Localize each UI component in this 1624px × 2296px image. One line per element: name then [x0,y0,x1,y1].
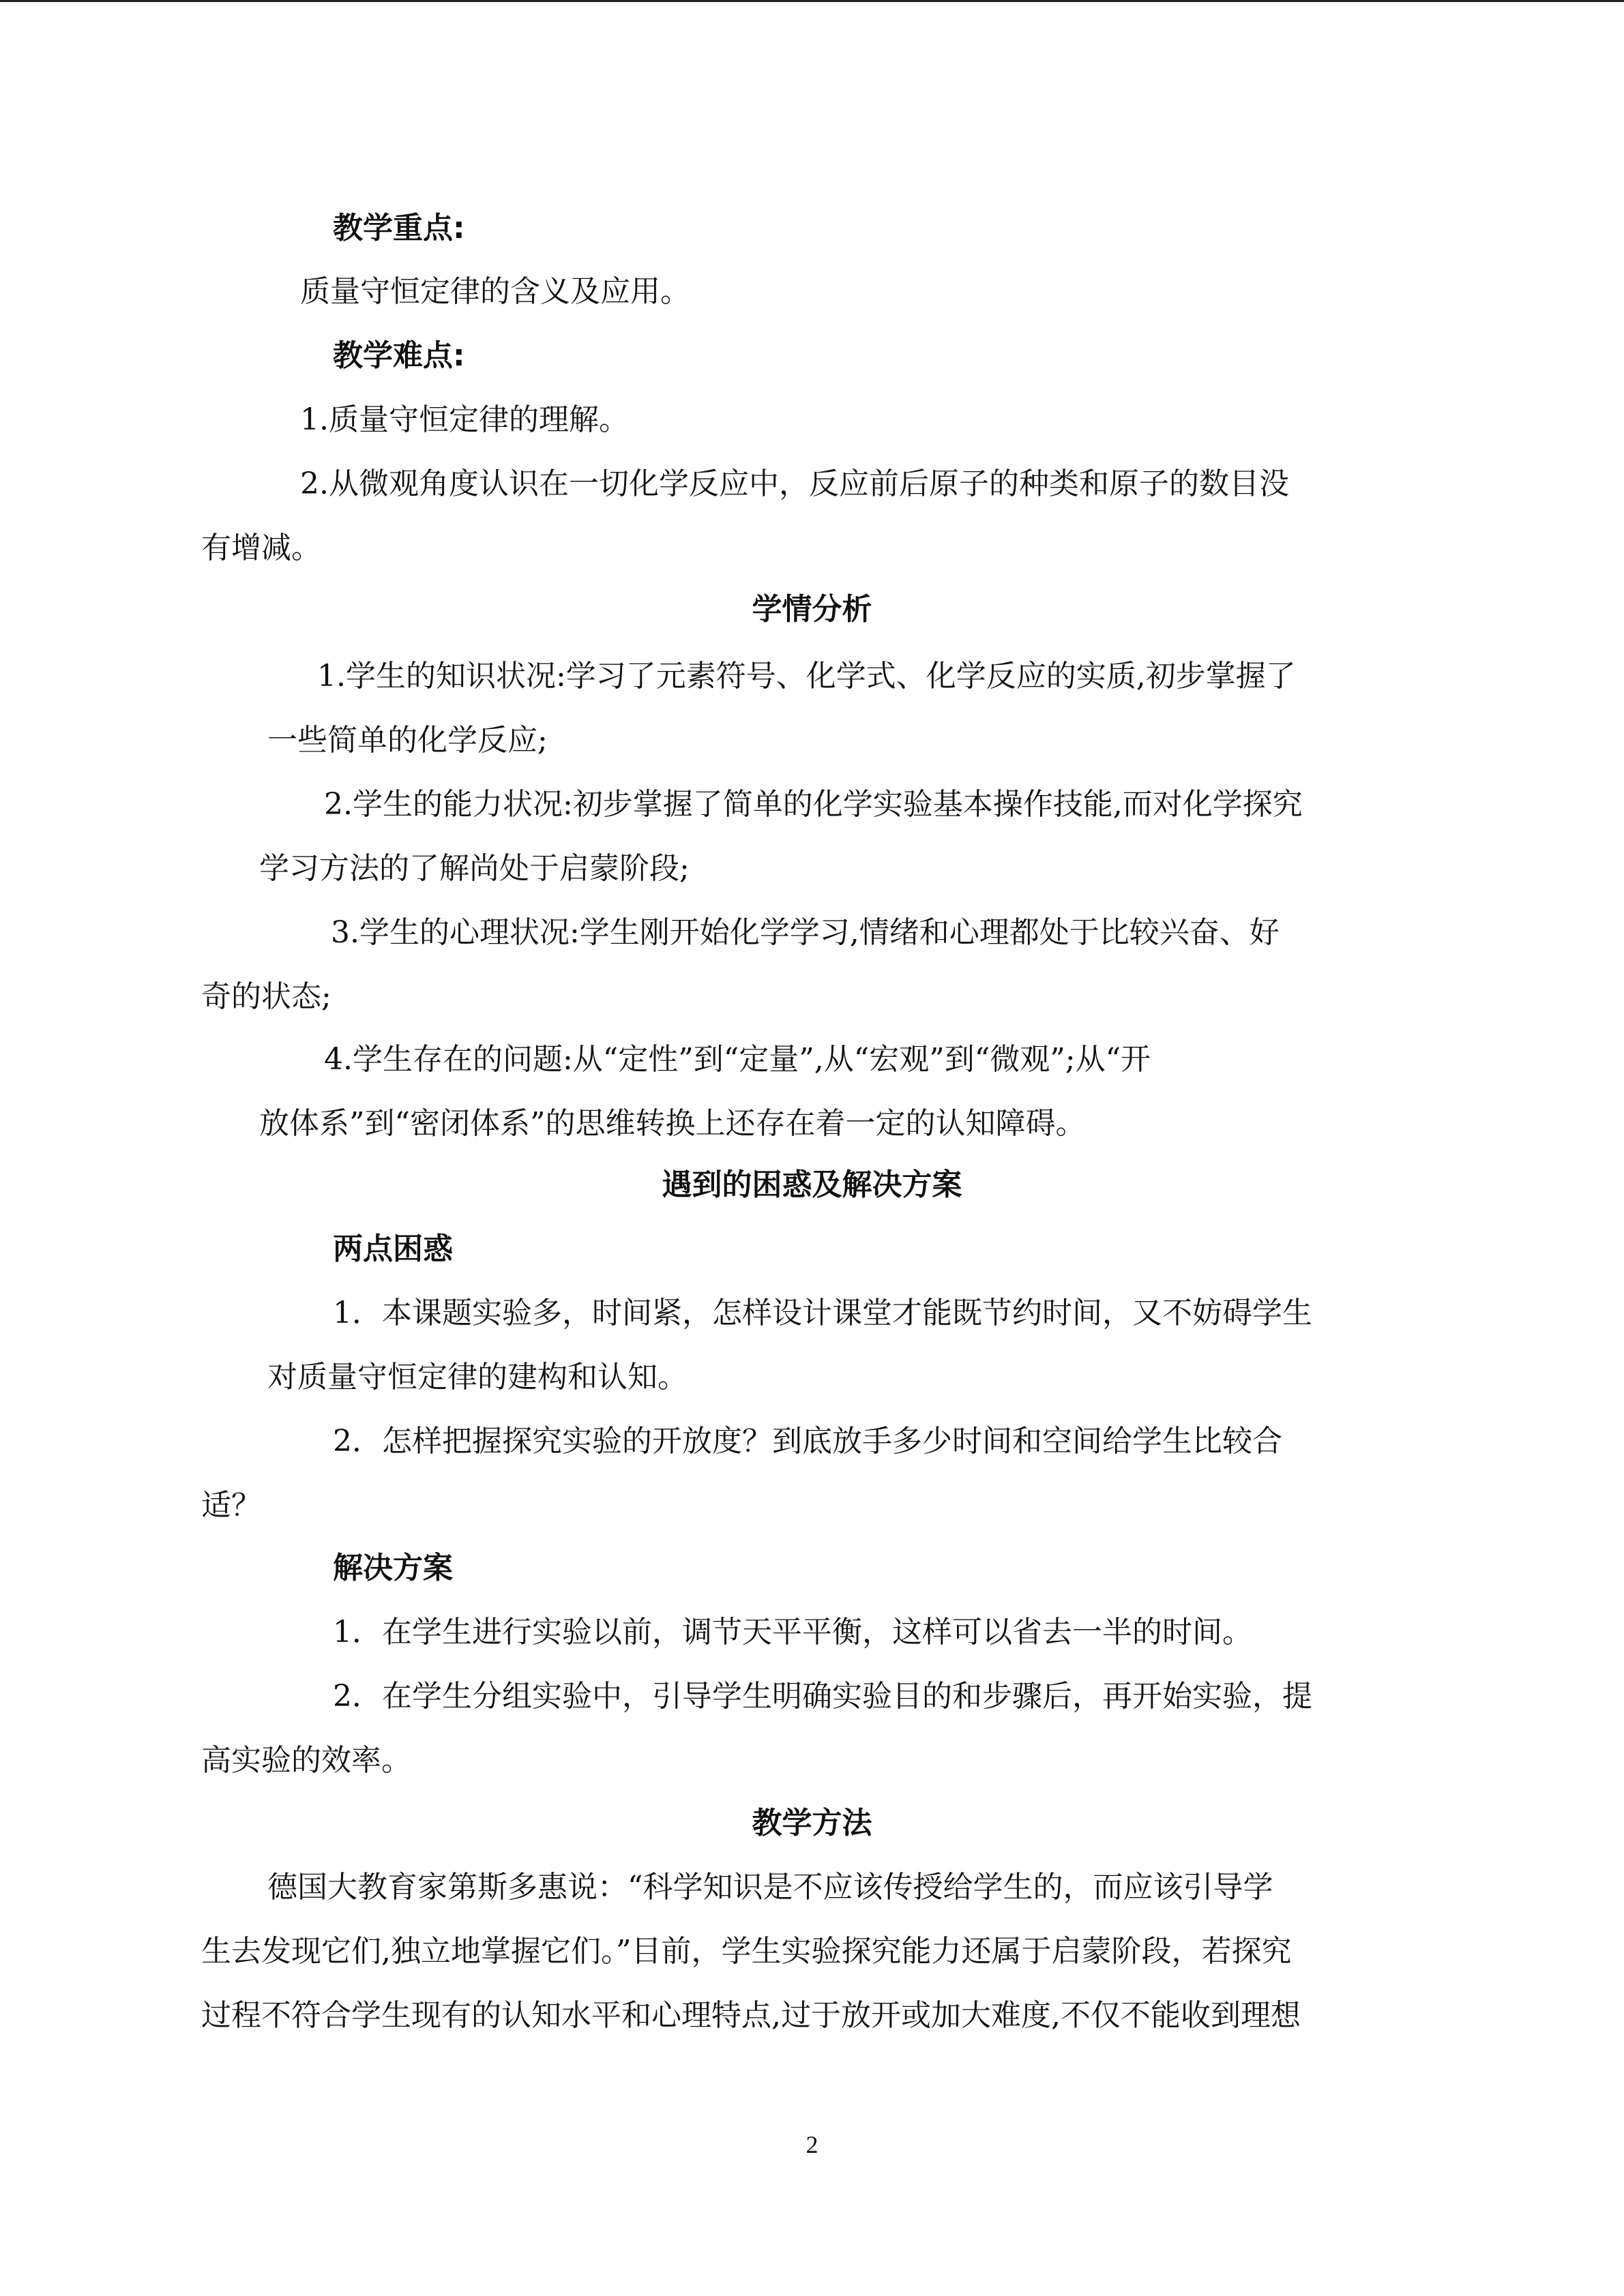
confusion-item-1-line-2: 对质量守恒定律的建构和认知。 [267,1360,688,1395]
solution-item-2-line-1: 2．在学生分组实验中，引导学生明确实验目的和步骤后，再开始实验，提 [333,1679,1312,1714]
analysis-p1-line-1: 1.学生的知识状况:学习了元素符号、化学式、化学反应的实质,初步掌握了 [317,659,1296,694]
solution-item-1: 1．在学生进行实验以前，调节天平平衡，这样可以省去一半的时间。 [333,1615,1252,1650]
analysis-p3-line-1: 3.学生的心理状况:学生刚开始化学学习,情绪和心理都处于比较兴奋、好 [331,915,1280,950]
focus-text: 质量守恒定律的含义及应用。 [300,274,690,309]
difficulty-heading: 教学难点: [333,338,465,373]
analysis-p1-line-2: 一些简单的化学反应; [267,723,548,758]
solution-item-2-line-2: 高实验的效率。 [201,1743,411,1778]
focus-heading: 教学重点: [333,211,465,245]
method-line-3: 过程不符合学生现有的认知水平和心理特点,过于放开或加大难度,不仅不能收到理想 [201,1998,1301,2033]
analysis-title: 学情分析 [752,592,872,627]
confusion-item-2-line-2: 适？ [201,1488,261,1523]
confusion-item-1-line-1: 1．本课题实验多，时间紧，怎样设计课堂才能既节约时间，又不妨碍学生 [333,1296,1312,1330]
confusion-title: 遇到的困惑及解决方案 [662,1167,962,1202]
difficulty-item-2-line-2: 有增减。 [201,531,321,565]
confusion-item-2-line-1: 2．怎样把握探究实验的开放度？到底放手多少时间和空间给学生比较合 [333,1424,1282,1459]
method-title: 教学方法 [752,1806,872,1840]
confusion-subheading: 两点困惑 [333,1232,453,1266]
method-line-1: 德国大教育家第斯多惠说：“科学知识是不应该传授给学生的，而应该引导学 [267,1870,1273,1905]
analysis-p4-line-1: 4.学生存在的问题:从“定性”到“定量”,从“宏观”到“微观”;从“开 [324,1042,1151,1077]
difficulty-item-1: 1.质量守恒定律的理解。 [300,402,629,437]
page-top-border [0,0,1624,2]
analysis-p2-line-2: 学习方法的了解尚处于启蒙阶段; [259,851,690,886]
analysis-p2-line-1: 2.学生的能力状况:初步掌握了简单的化学实验基本操作技能,而对化学探究 [324,787,1303,822]
difficulty-item-2-line-1: 2.从微观角度认识在一切化学反应中，反应前后原子的种类和原子的数目没 [300,466,1289,501]
analysis-p3-line-2: 奇的状态; [201,979,331,1014]
page-number: 2 [806,2131,818,2158]
analysis-p4-line-2: 放体系”到“密闭体系”的思维转换上还存在着一定的认知障碍。 [259,1106,1086,1141]
method-line-2: 生去发现它们,独立地掌握它们。”目前，学生实验探究能力还属于启蒙阶段，若探究 [201,1934,1292,1969]
solution-subheading: 解决方案 [333,1551,453,1585]
